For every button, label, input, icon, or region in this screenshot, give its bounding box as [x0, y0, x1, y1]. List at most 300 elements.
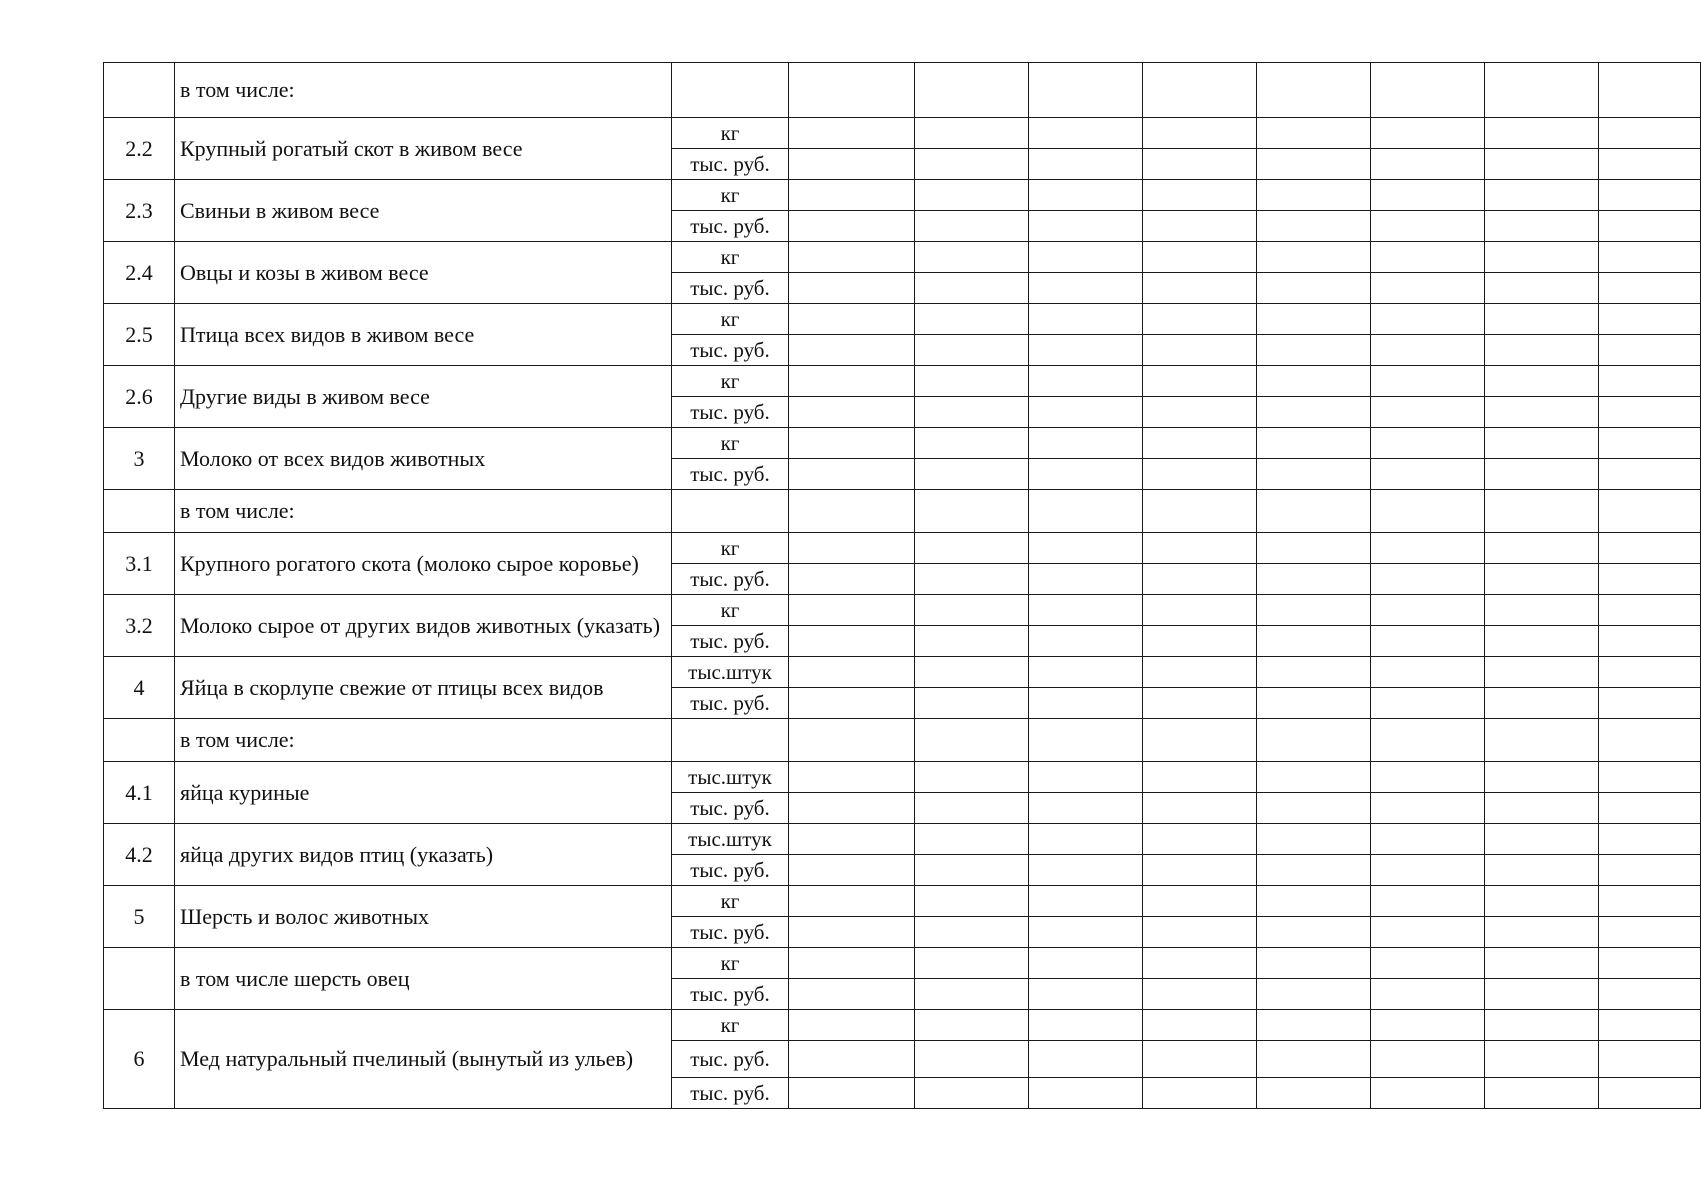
- value-cell: [1599, 719, 1701, 762]
- value-cell: [1485, 180, 1599, 211]
- value-cell: [1599, 564, 1701, 595]
- row-number: 3: [104, 428, 175, 490]
- row-number: 2.6: [104, 366, 175, 428]
- row-label: Мед натуральный пчелиный (вынутый из ульев): [175, 1010, 672, 1109]
- value-cell: [789, 762, 915, 793]
- value-cell: [789, 719, 915, 762]
- row-number: 3.2: [104, 595, 175, 657]
- value-cell: [1257, 1078, 1371, 1109]
- value-cell: [1143, 242, 1257, 273]
- value-cell: [1485, 1010, 1599, 1041]
- value-cell: [1143, 1010, 1257, 1041]
- row-number: [104, 490, 175, 533]
- value-cell: [915, 242, 1029, 273]
- unit-label: тыс. руб.: [672, 397, 789, 428]
- value-cell: [1371, 1041, 1485, 1078]
- value-cell: [915, 118, 1029, 149]
- table-row: [104, 1010, 1701, 1041]
- value-cell: [1257, 304, 1371, 335]
- row-label: в том числе:: [175, 490, 672, 533]
- value-cell: [1485, 211, 1599, 242]
- value-cell: [1143, 428, 1257, 459]
- value-cell: [1029, 1078, 1143, 1109]
- table-row: [104, 657, 1701, 688]
- unit-label: тыс. руб.: [672, 855, 789, 886]
- row-label: Шерсть и волос животных: [175, 886, 672, 948]
- value-cell: [1599, 824, 1701, 855]
- value-cell: [1371, 979, 1485, 1010]
- value-cell: [789, 366, 915, 397]
- value-cell: [1257, 886, 1371, 917]
- value-cell: [1485, 304, 1599, 335]
- value-cell: [1485, 63, 1599, 118]
- value-cell: [1485, 948, 1599, 979]
- table-row: [104, 118, 1701, 149]
- table-row: [104, 180, 1701, 211]
- value-cell: [915, 793, 1029, 824]
- value-cell: [1485, 273, 1599, 304]
- value-cell: [1371, 719, 1485, 762]
- value-cell: [1485, 459, 1599, 490]
- value-cell: [1143, 917, 1257, 948]
- row-number: 4.2: [104, 824, 175, 886]
- value-cell: [1257, 762, 1371, 793]
- unit-label: тыс.штук: [672, 824, 789, 855]
- value-cell: [1485, 824, 1599, 855]
- value-cell: [789, 63, 915, 118]
- value-cell: [789, 211, 915, 242]
- value-cell: [789, 273, 915, 304]
- value-cell: [1599, 948, 1701, 979]
- table-row: [104, 948, 1701, 979]
- value-cell: [1371, 595, 1485, 626]
- table-row: [104, 242, 1701, 273]
- unit-label: кг: [672, 948, 789, 979]
- value-cell: [1599, 1010, 1701, 1041]
- value-cell: [1143, 626, 1257, 657]
- value-cell: [1029, 149, 1143, 180]
- value-cell: [1485, 1078, 1599, 1109]
- unit-cell: [672, 490, 789, 533]
- value-cell: [915, 63, 1029, 118]
- value-cell: [915, 459, 1029, 490]
- value-cell: [1029, 1010, 1143, 1041]
- value-cell: [1485, 688, 1599, 719]
- value-cell: [1485, 564, 1599, 595]
- row-label: Яйца в скорлупе свежие от птицы всех видов: [175, 657, 672, 719]
- value-cell: [1599, 63, 1701, 118]
- value-cell: [915, 1041, 1029, 1078]
- row-label: Молоко от всех видов животных: [175, 428, 672, 490]
- value-cell: [1143, 979, 1257, 1010]
- value-cell: [1485, 490, 1599, 533]
- value-cell: [1599, 917, 1701, 948]
- value-cell: [1257, 490, 1371, 533]
- value-cell: [915, 979, 1029, 1010]
- unit-label: тыс. руб.: [672, 917, 789, 948]
- value-cell: [789, 979, 915, 1010]
- value-cell: [915, 855, 1029, 886]
- value-cell: [1371, 948, 1485, 979]
- value-cell: [789, 657, 915, 688]
- value-cell: [1599, 979, 1701, 1010]
- value-cell: [1143, 657, 1257, 688]
- value-cell: [1599, 533, 1701, 564]
- value-cell: [1257, 1041, 1371, 1078]
- value-cell: [789, 180, 915, 211]
- value-cell: [1257, 211, 1371, 242]
- row-label: в том числе:: [175, 719, 672, 762]
- value-cell: [1143, 855, 1257, 886]
- value-cell: [915, 688, 1029, 719]
- value-cell: [1029, 762, 1143, 793]
- value-cell: [1029, 459, 1143, 490]
- value-cell: [1257, 335, 1371, 366]
- value-cell: [1143, 273, 1257, 304]
- value-cell: [1257, 428, 1371, 459]
- unit-label: тыс. руб.: [672, 273, 789, 304]
- value-cell: [1257, 657, 1371, 688]
- value-cell: [1029, 948, 1143, 979]
- value-cell: [1029, 428, 1143, 459]
- row-number: 4.1: [104, 762, 175, 824]
- value-cell: [1485, 366, 1599, 397]
- table-row: [104, 595, 1701, 626]
- value-cell: [1371, 304, 1485, 335]
- value-cell: [1371, 533, 1485, 564]
- value-cell: [1143, 118, 1257, 149]
- value-cell: [1599, 595, 1701, 626]
- value-cell: [1029, 335, 1143, 366]
- row-label: яйца других видов птиц (указать): [175, 824, 672, 886]
- table-row: [104, 366, 1701, 397]
- value-cell: [915, 149, 1029, 180]
- unit-label: кг: [672, 428, 789, 459]
- value-cell: [1599, 762, 1701, 793]
- value-cell: [1029, 118, 1143, 149]
- value-cell: [915, 335, 1029, 366]
- value-cell: [1485, 626, 1599, 657]
- value-cell: [1599, 886, 1701, 917]
- value-cell: [1029, 626, 1143, 657]
- value-cell: [915, 595, 1029, 626]
- value-cell: [1143, 149, 1257, 180]
- value-cell: [915, 180, 1029, 211]
- value-cell: [1371, 63, 1485, 118]
- value-cell: [1599, 273, 1701, 304]
- unit-label: кг: [672, 180, 789, 211]
- value-cell: [1143, 459, 1257, 490]
- value-cell: [1599, 855, 1701, 886]
- value-cell: [1257, 242, 1371, 273]
- value-cell: [1371, 397, 1485, 428]
- value-cell: [789, 149, 915, 180]
- value-cell: [1485, 397, 1599, 428]
- value-cell: [1143, 180, 1257, 211]
- value-cell: [1485, 886, 1599, 917]
- value-cell: [1371, 917, 1485, 948]
- value-cell: [1143, 397, 1257, 428]
- row-label: Птица всех видов в живом весе: [175, 304, 672, 366]
- value-cell: [915, 719, 1029, 762]
- table-row: [104, 824, 1701, 855]
- value-cell: [1143, 793, 1257, 824]
- row-label: Овцы и козы в живом весе: [175, 242, 672, 304]
- value-cell: [915, 762, 1029, 793]
- value-cell: [1371, 242, 1485, 273]
- value-cell: [1485, 657, 1599, 688]
- value-cell: [1029, 886, 1143, 917]
- value-cell: [1371, 273, 1485, 304]
- unit-label: кг: [672, 1010, 789, 1041]
- value-cell: [1029, 490, 1143, 533]
- value-cell: [789, 626, 915, 657]
- unit-label: кг: [672, 886, 789, 917]
- value-cell: [1257, 824, 1371, 855]
- value-cell: [1599, 366, 1701, 397]
- value-cell: [1485, 428, 1599, 459]
- table-row: [104, 304, 1701, 335]
- value-cell: [915, 211, 1029, 242]
- value-cell: [1485, 533, 1599, 564]
- row-number: 4: [104, 657, 175, 719]
- unit-cell: [672, 63, 789, 118]
- value-cell: [1599, 242, 1701, 273]
- value-cell: [1485, 979, 1599, 1010]
- value-cell: [915, 304, 1029, 335]
- row-label: Свиньи в живом весе: [175, 180, 672, 242]
- value-cell: [789, 242, 915, 273]
- value-cell: [1371, 1010, 1485, 1041]
- value-cell: [1257, 149, 1371, 180]
- unit-label: тыс. руб.: [672, 211, 789, 242]
- value-cell: [1029, 366, 1143, 397]
- value-cell: [1257, 688, 1371, 719]
- value-cell: [789, 118, 915, 149]
- value-cell: [1485, 719, 1599, 762]
- value-cell: [1029, 180, 1143, 211]
- value-cell: [1371, 762, 1485, 793]
- value-cell: [1143, 335, 1257, 366]
- unit-label: тыс. руб.: [672, 459, 789, 490]
- value-cell: [1485, 149, 1599, 180]
- value-cell: [789, 595, 915, 626]
- value-cell: [1143, 533, 1257, 564]
- value-cell: [1257, 948, 1371, 979]
- value-cell: [1371, 335, 1485, 366]
- value-cell: [1371, 459, 1485, 490]
- value-cell: [1371, 366, 1485, 397]
- value-cell: [1599, 118, 1701, 149]
- value-cell: [789, 1078, 915, 1109]
- value-cell: [1029, 979, 1143, 1010]
- value-cell: [1257, 595, 1371, 626]
- value-cell: [1029, 304, 1143, 335]
- value-cell: [1371, 886, 1485, 917]
- unit-label: тыс. руб.: [672, 979, 789, 1010]
- value-cell: [1029, 1041, 1143, 1078]
- value-cell: [1029, 719, 1143, 762]
- value-cell: [1029, 63, 1143, 118]
- row-label: Другие виды в живом весе: [175, 366, 672, 428]
- value-cell: [1599, 459, 1701, 490]
- value-cell: [1029, 824, 1143, 855]
- value-cell: [789, 397, 915, 428]
- unit-label: кг: [672, 304, 789, 335]
- unit-label: тыс. руб.: [672, 564, 789, 595]
- value-cell: [1485, 793, 1599, 824]
- subheading-row: [104, 490, 1701, 533]
- value-cell: [915, 657, 1029, 688]
- unit-label: кг: [672, 366, 789, 397]
- value-cell: [1257, 917, 1371, 948]
- value-cell: [1029, 688, 1143, 719]
- value-cell: [915, 397, 1029, 428]
- value-cell: [1029, 595, 1143, 626]
- row-number: 2.4: [104, 242, 175, 304]
- value-cell: [1143, 948, 1257, 979]
- value-cell: [915, 366, 1029, 397]
- value-cell: [1257, 719, 1371, 762]
- unit-cell: [672, 719, 789, 762]
- row-number: [104, 719, 175, 762]
- value-cell: [915, 917, 1029, 948]
- value-cell: [1599, 490, 1701, 533]
- value-cell: [1599, 397, 1701, 428]
- unit-label: тыс. руб.: [672, 688, 789, 719]
- unit-label: кг: [672, 595, 789, 626]
- value-cell: [789, 917, 915, 948]
- table-row: [104, 533, 1701, 564]
- value-cell: [1257, 273, 1371, 304]
- unit-label: тыс. руб.: [672, 1041, 789, 1078]
- value-cell: [1371, 1078, 1485, 1109]
- value-cell: [1371, 428, 1485, 459]
- value-cell: [1599, 657, 1701, 688]
- row-number: 2.3: [104, 180, 175, 242]
- table-row: [104, 886, 1701, 917]
- value-cell: [1029, 397, 1143, 428]
- row-label: в том числе:: [175, 63, 672, 118]
- value-cell: [1257, 533, 1371, 564]
- value-cell: [1371, 490, 1485, 533]
- value-cell: [1485, 595, 1599, 626]
- value-cell: [1599, 1041, 1701, 1078]
- value-cell: [1257, 1010, 1371, 1041]
- row-label: Молоко сырое от других видов животных (указать): [175, 595, 672, 657]
- value-cell: [1599, 1078, 1701, 1109]
- value-cell: [789, 533, 915, 564]
- value-cell: [1485, 855, 1599, 886]
- value-cell: [1257, 564, 1371, 595]
- value-cell: [1257, 63, 1371, 118]
- value-cell: [789, 948, 915, 979]
- value-cell: [1143, 1078, 1257, 1109]
- row-number: [104, 63, 175, 118]
- value-cell: [915, 428, 1029, 459]
- value-cell: [789, 1010, 915, 1041]
- subheading-row: [104, 719, 1701, 762]
- value-cell: [1485, 1041, 1599, 1078]
- row-number: 2.5: [104, 304, 175, 366]
- value-cell: [1257, 793, 1371, 824]
- value-cell: [1599, 428, 1701, 459]
- value-cell: [789, 564, 915, 595]
- value-cell: [1143, 886, 1257, 917]
- value-cell: [915, 948, 1029, 979]
- row-number: 3.1: [104, 533, 175, 595]
- unit-label: кг: [672, 242, 789, 273]
- value-cell: [915, 1010, 1029, 1041]
- value-cell: [915, 273, 1029, 304]
- value-cell: [1257, 855, 1371, 886]
- row-number: 5: [104, 886, 175, 948]
- value-cell: [1485, 335, 1599, 366]
- row-label: в том числе шерсть овец: [175, 948, 672, 1010]
- unit-label: тыс. руб.: [672, 149, 789, 180]
- value-cell: [1029, 917, 1143, 948]
- table-row: [104, 428, 1701, 459]
- value-cell: [1371, 824, 1485, 855]
- value-cell: [1257, 397, 1371, 428]
- unit-label: кг: [672, 118, 789, 149]
- unit-label: кг: [672, 533, 789, 564]
- unit-label: тыс. руб.: [672, 626, 789, 657]
- value-cell: [915, 564, 1029, 595]
- value-cell: [1257, 366, 1371, 397]
- row-label: Крупный рогатый скот в живом весе: [175, 118, 672, 180]
- value-cell: [1371, 118, 1485, 149]
- value-cell: [1599, 793, 1701, 824]
- value-cell: [1029, 273, 1143, 304]
- value-cell: [1257, 118, 1371, 149]
- value-cell: [915, 490, 1029, 533]
- value-cell: [1143, 688, 1257, 719]
- value-cell: [1371, 855, 1485, 886]
- row-number: [104, 948, 175, 1010]
- livestock-production-table: [103, 62, 1701, 1109]
- value-cell: [1143, 824, 1257, 855]
- value-cell: [1485, 762, 1599, 793]
- value-cell: [789, 428, 915, 459]
- value-cell: [915, 824, 1029, 855]
- value-cell: [1029, 855, 1143, 886]
- unit-label: тыс. руб.: [672, 793, 789, 824]
- value-cell: [1029, 564, 1143, 595]
- value-cell: [1029, 211, 1143, 242]
- value-cell: [1143, 1041, 1257, 1078]
- value-cell: [1143, 490, 1257, 533]
- value-cell: [1371, 564, 1485, 595]
- value-cell: [1599, 304, 1701, 335]
- value-cell: [915, 626, 1029, 657]
- value-cell: [1143, 366, 1257, 397]
- subheading-row: [104, 63, 1701, 118]
- value-cell: [915, 533, 1029, 564]
- value-cell: [1257, 459, 1371, 490]
- value-cell: [1143, 762, 1257, 793]
- value-cell: [1029, 657, 1143, 688]
- value-cell: [789, 793, 915, 824]
- value-cell: [1143, 211, 1257, 242]
- value-cell: [1371, 688, 1485, 719]
- value-cell: [1599, 335, 1701, 366]
- value-cell: [1485, 242, 1599, 273]
- value-cell: [789, 855, 915, 886]
- row-number: 2.2: [104, 118, 175, 180]
- value-cell: [1029, 533, 1143, 564]
- unit-label: тыс.штук: [672, 762, 789, 793]
